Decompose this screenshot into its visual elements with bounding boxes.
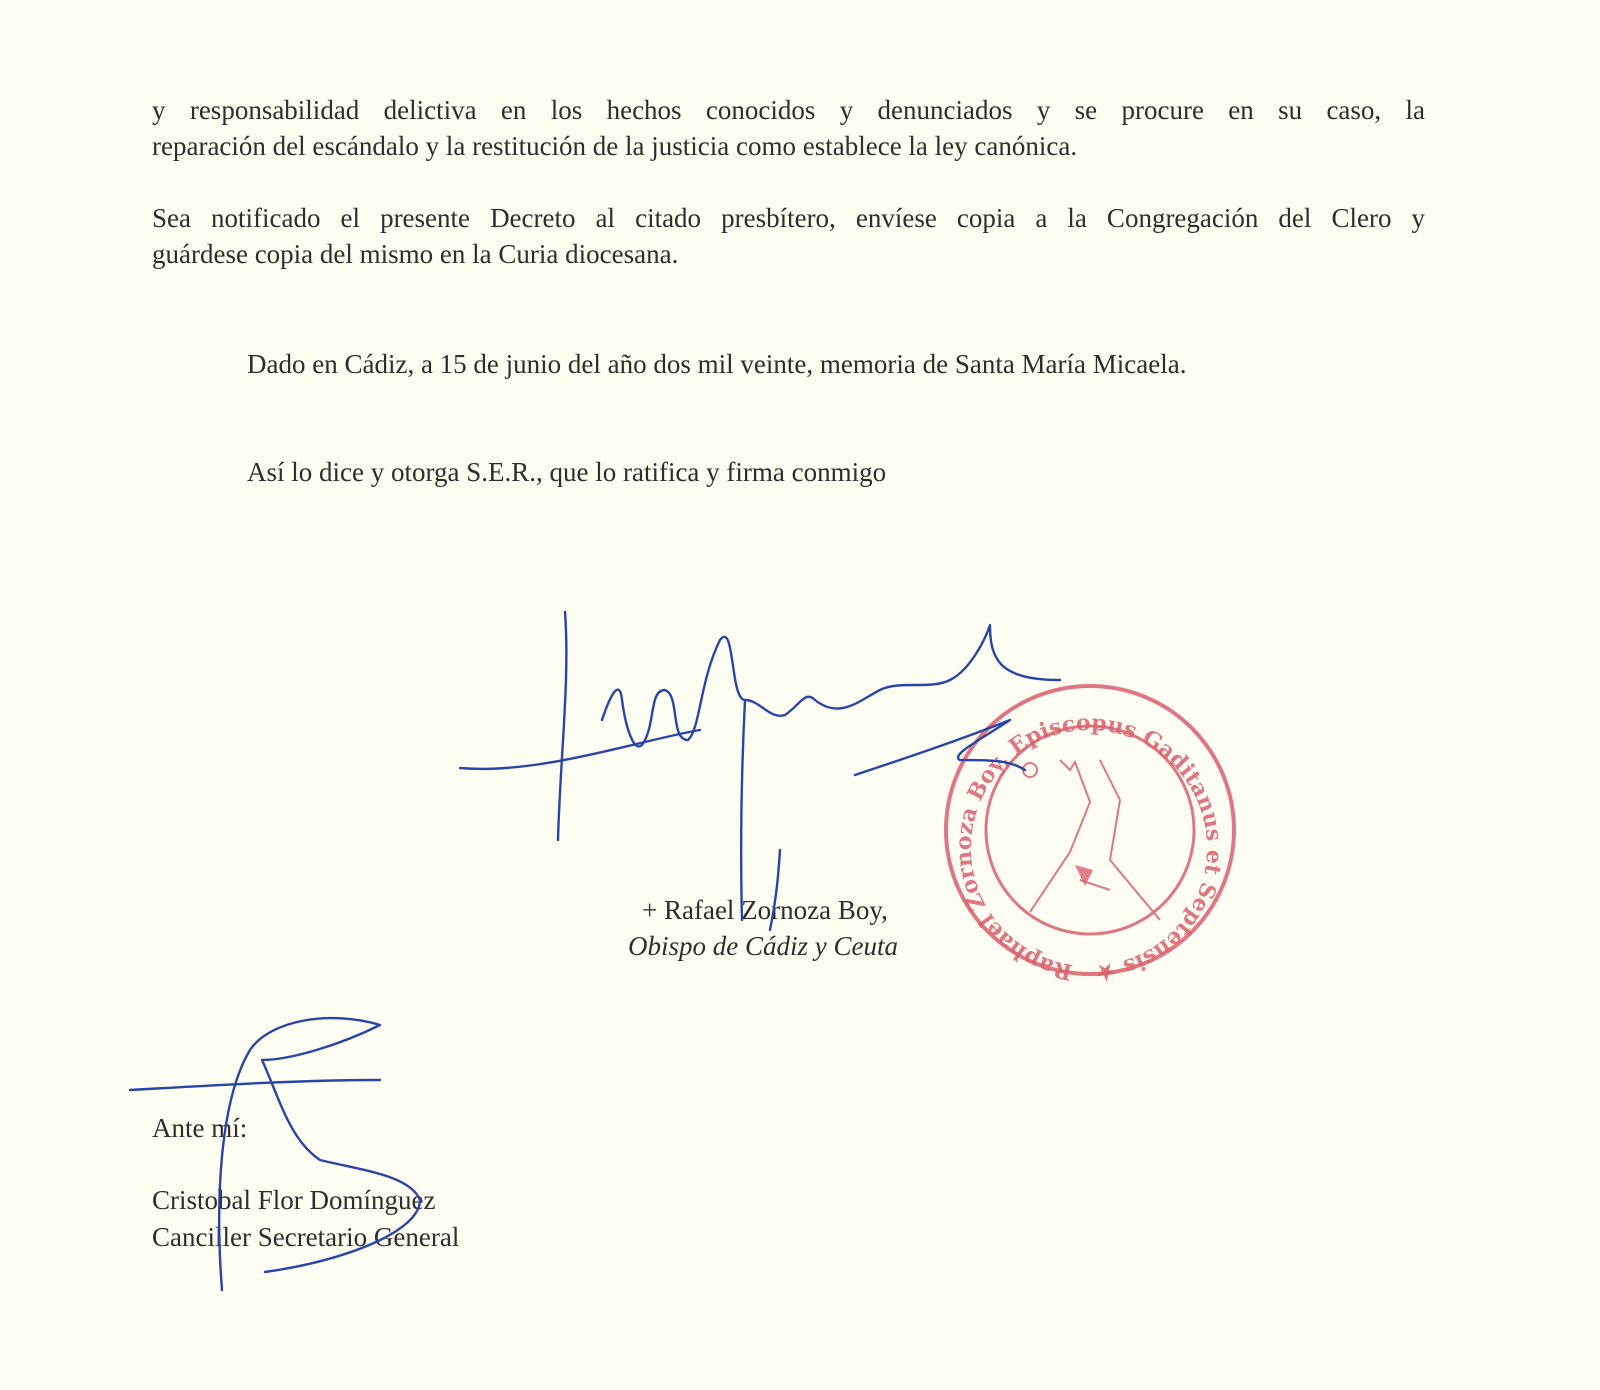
- bishop-title: Obispo de Cádiz y Ceuta: [628, 931, 898, 961]
- paragraph-1-line-1: y responsabilidad delictiva en los hechos conocidos y denunciados y se procure en su caso, la: [152, 95, 1425, 125]
- paragraph-2-line-2: guárdese copia del mismo en la Curia diocesana.: [152, 239, 679, 269]
- dated-line: Dado en Cádiz, a 15 de junio del año dos mil veinte, memoria de Santa María Micaela.: [247, 349, 1187, 379]
- svg-text:Raphael Zornoza Boy, Episcopus: Raphael Zornoza Boy, Episcopus Gaditanus et Septensis ★: [950, 709, 1228, 987]
- attestation-line: Así lo dice y otorga S.E.R., que lo ratifica y firma conmigo: [247, 457, 887, 487]
- before-me-label: Ante mí:: [152, 1113, 248, 1143]
- bishop-name: + Rafael Zornoza Boy,: [642, 895, 888, 925]
- paragraph-1-line-2: reparación del escándalo y la restitución de la justicia como establece la ley canónica.: [152, 131, 1078, 161]
- chancellor-name: Cristobal Flor Domínguez: [152, 1185, 436, 1215]
- paragraph-2-line-1: Sea notificado el presente Decreto al citado presbítero, envíese copia a la Congregación del Clero y: [152, 203, 1425, 233]
- chancellor-title: Canciller Secretario General: [152, 1222, 460, 1252]
